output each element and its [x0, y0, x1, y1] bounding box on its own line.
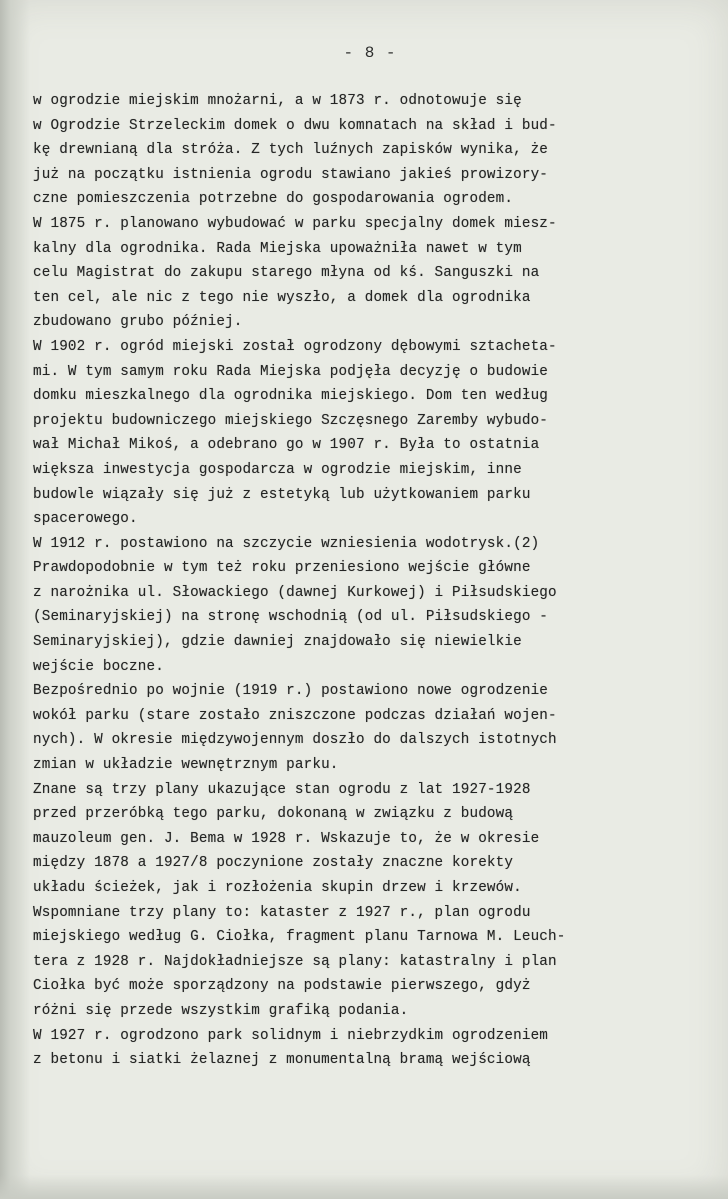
text-line: domku mieszkalnego dla ogrodnika miejskiego. Dom ten według: [33, 388, 549, 405]
text-line: już na początku istnienia ogrodu stawiano jakieś prowizory-: [33, 166, 549, 183]
text-line: Znane są trzy plany ukazujące stan ogrodu z lat 1927-1928: [33, 781, 531, 798]
text-line: budowle wiązały się już z estetyką lub użytkowaniem parku: [33, 486, 531, 503]
text-line: przed przeróbką tego parku, dokonaną w związku z budową: [33, 806, 514, 823]
text-line: zmian w układzie wewnętrznym parku.: [33, 757, 339, 774]
text-line: W 1902 r. ogród miejski został ogrodzony dębowymi sztacheta-: [33, 338, 557, 355]
text-line: miejskiego według G. Ciołka, fragment planu Tarnowa M. Leuch-: [33, 929, 566, 946]
page-number: - 8 -: [343, 44, 397, 62]
text-line: W 1927 r. ogrodzono park solidnym i niebrzydkim ogrodzeniem: [33, 1027, 549, 1044]
text-line: mi. W tym samym roku Rada Miejska podjęła decyzję o budowie: [33, 363, 549, 380]
text-line: Prawdopodobnie w tym też roku przeniesiono wejście główne: [33, 560, 531, 577]
text-line: wejście boczne.: [33, 658, 164, 675]
text-line: (Seminaryjskiej) na stronę wschodnią (od ul. Piłsudskiego -: [33, 609, 549, 626]
text-line: Ciołka być może sporządzony na podstawie pierwszego, gdyż: [33, 978, 531, 995]
text-line: między 1878 a 1927/8 poczynione zostały znaczne korekty: [33, 855, 514, 872]
text-line: Wspomniane trzy plany to: kataster z 1927 r., plan ogrodu: [33, 904, 531, 921]
text-line: zbudowano grubo później.: [33, 314, 243, 331]
text-line: Bezpośrednio po wojnie (1919 r.) postawiono nowe ogrodzenie: [33, 683, 549, 700]
text-line: w Ogrodzie Strzeleckim domek o dwu komnatach na skład i bud-: [33, 117, 557, 134]
text-line: układu ścieżek, jak i rozłożenia skupin drzew i krzewów.: [33, 880, 522, 896]
body-text: [33, 89, 698, 1073]
text-line: nych). W okresie międzywojennym doszło do dalszych istotnych: [33, 732, 557, 749]
text-line: wał Michał Mikoś, a odebrano go w 1907 r. Była to ostatnia: [33, 437, 540, 454]
text-line: różni się przede wszystkim grafiką podania.: [33, 1002, 409, 1019]
text-line: W 1875 r. planowano wybudować w parku specjalny domek miesz-: [33, 215, 557, 232]
text-line: w ogrodzie miejskim mnożarni, a w 1873 r. odnotowuje się: [33, 93, 522, 109]
text-line: z narożnika ul. Słowackiego (dawnej Kurkowej) i Piłsudskiego: [33, 584, 557, 601]
text-line: spacerowego.: [33, 511, 138, 528]
text-line: projektu budowniczego miejskiego Szczęsnego Zaremby wybudo-: [33, 412, 549, 429]
text-line: ten cel, ale nic z tego nie wyszło, a domek dla ogrodnika: [33, 289, 531, 306]
text-line: kalny dla ogrodnika. Rada Miejska upoważniła nawet w tym: [33, 240, 522, 257]
page-bottom-shadow: [0, 1175, 728, 1199]
text-line: z betonu i siatki żelaznej z monumentalną bramą wejściową: [33, 1052, 531, 1069]
text-line: większa inwestycja gospodarcza w ogrodzie miejskim, inne: [33, 461, 522, 478]
text-line: wokół parku (stare zostało zniszczone podczas działań wojen-: [33, 707, 557, 724]
text-line: tera z 1928 r. Najdokładniejsze są plany: katastralny i plan: [33, 953, 557, 970]
text-line: celu Magistrat do zakupu starego młyna od kś. Sanguszki na: [33, 265, 540, 282]
text-line: czne pomieszczenia potrzebne do gospodarowania ogrodem.: [33, 191, 514, 208]
text-line: W 1912 r. postawiono na szczycie wzniesienia wodotrysk.(2): [33, 535, 540, 552]
text-line: kę drewnianą dla stróża. Z tych luźnych zapisków wynika, że: [33, 142, 549, 159]
page-edge-shadow: [0, 0, 30, 1199]
text-line: mauzoleum gen. J. Bema w 1928 r. Wskazuje to, że w okresie: [33, 830, 540, 847]
text-line: Seminaryjskiej), gdzie dawniej znajdowało się niewielkie: [33, 634, 522, 651]
